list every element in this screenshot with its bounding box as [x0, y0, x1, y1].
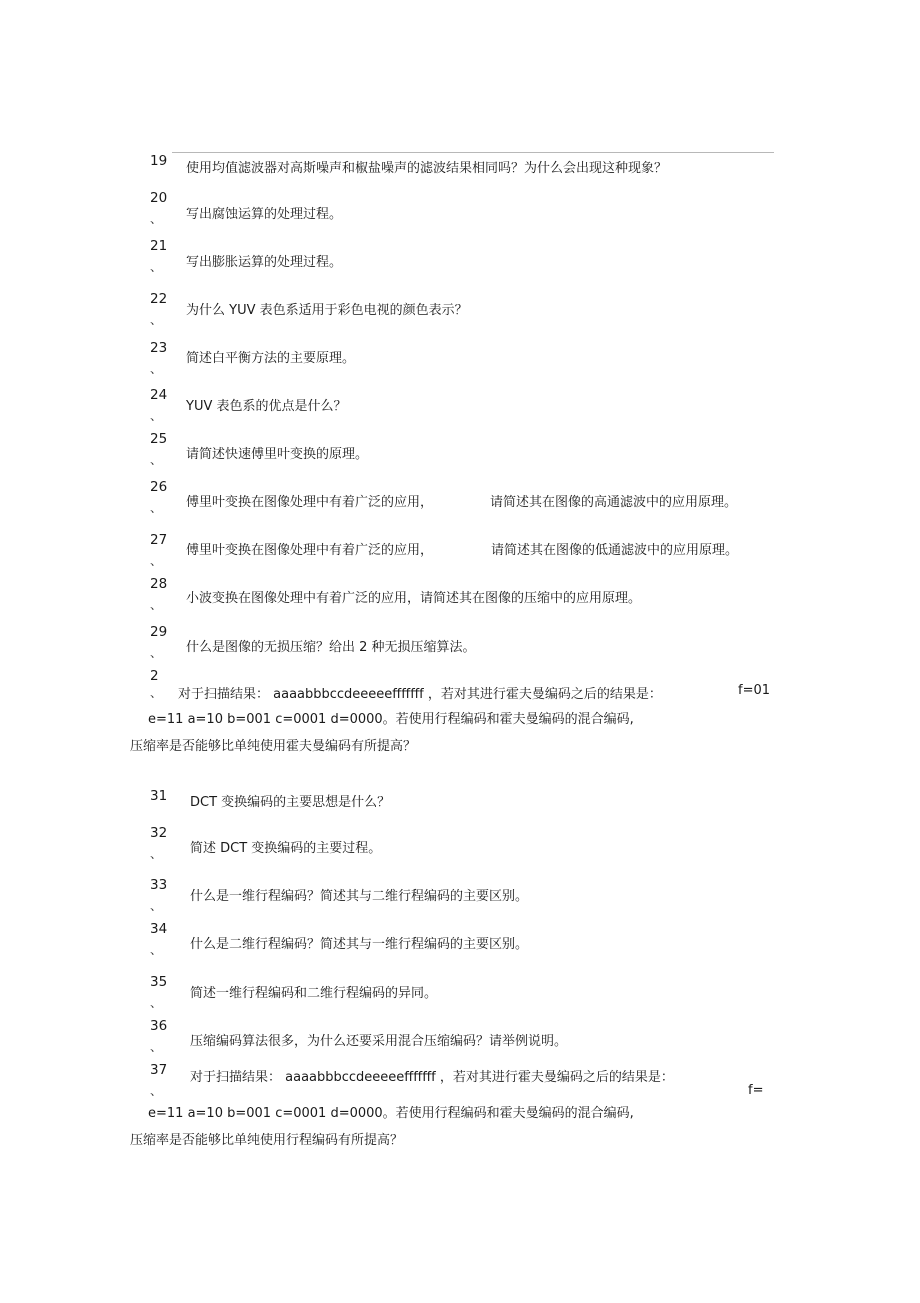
question-text: 压缩编码算法很多，为什么还要采用混合压缩编码？请举例说明。	[190, 1034, 568, 1049]
question-mark: 、	[150, 409, 163, 423]
question-text: 请简述快速傅里叶变换的原理。	[186, 447, 369, 462]
question-text-line2: e=11 a=10 b=001 c=0001 d=0000。若使用行程编码和霍夫曼编码的混合编码,	[148, 1106, 634, 1121]
question-number: 22	[150, 291, 168, 307]
question-text: DCT 变换编码的主要思想是什么？	[190, 795, 391, 810]
question-mark: 、	[150, 501, 163, 515]
question-text: 对于扫描结果： aaaabbbccdeeeeefffffff ，若对其进行霍夫曼编码之后的结果是：	[178, 687, 662, 702]
question-number: 24	[150, 387, 168, 403]
question-mark: 、	[150, 554, 163, 568]
question-mark: 、	[150, 1084, 163, 1098]
question-number: 32	[150, 825, 168, 841]
question-text-continued: 请简述其在图像的高通滤波中的应用原理。	[490, 495, 738, 510]
question-text: 什么是图像的无损压缩？给出 2 种无损压缩算法。	[186, 640, 476, 655]
question-number: 19	[150, 153, 168, 169]
question-mark: 、	[150, 313, 163, 327]
question-number: 2	[150, 668, 159, 684]
question-text: 为什么 YUV 表色系适用于彩色电视的颜色表示？	[186, 303, 468, 318]
question-text-line2: e=11 a=10 b=001 c=0001 d=0000。若使用行程编码和霍夫曼编码的混合编码,	[148, 712, 634, 727]
question-number: 21	[150, 238, 168, 254]
question-text: 简述一维行程编码和二维行程编码的异同。	[190, 986, 438, 1001]
question-mark: 、	[150, 996, 163, 1010]
question-text: 傅里叶变换在图像处理中有着广泛的应用，	[186, 495, 434, 510]
question-number: 27	[150, 532, 168, 548]
question-number: 29	[150, 624, 168, 640]
question-text: 简述白平衡方法的主要原理。	[186, 351, 356, 366]
question-mark: 、	[150, 260, 163, 274]
question-number: 28	[150, 576, 168, 592]
question-text: 对于扫描结果： aaaabbbccdeeeeefffffff ，若对其进行霍夫曼编码之后的结果是：	[190, 1070, 674, 1085]
question-number: 37	[150, 1062, 168, 1078]
question-mark: 、	[150, 899, 163, 913]
question-mark: 、	[150, 1040, 163, 1054]
question-mark: 、	[150, 453, 163, 467]
question-number: 34	[150, 921, 168, 937]
header-rule	[172, 152, 774, 153]
question-number: 23	[150, 340, 168, 356]
question-number: 26	[150, 479, 168, 495]
question-text: 小波变换在图像处理中有着广泛的应用，请简述其在图像的压缩中的应用原理。	[186, 591, 642, 606]
question-mark: 、	[150, 598, 163, 612]
question-text: 写出膨胀运算的处理过程。	[186, 255, 343, 270]
question-mark: 、	[150, 646, 163, 660]
question-text: 傅里叶变换在图像处理中有着广泛的应用，	[186, 543, 434, 558]
question-text-tail: f=01	[738, 683, 771, 698]
question-text: 简述 DCT 变换编码的主要过程。	[190, 841, 382, 856]
question-text: 写出腐蚀运算的处理过程。	[186, 207, 343, 222]
question-text-continued: 请简述其在图像的低通滤波中的应用原理。	[491, 543, 739, 558]
question-number: 31	[150, 788, 168, 804]
question-text: 什么是一维行程编码？简述其与二维行程编码的主要区别。	[190, 889, 529, 904]
question-mark: 、	[150, 362, 163, 376]
question-mark: 、	[150, 686, 163, 700]
question-text-tail: f=	[748, 1083, 764, 1098]
question-mark: 、	[150, 212, 163, 226]
question-number: 35	[150, 974, 168, 990]
question-text: YUV 表色系的优点是什么？	[186, 399, 347, 414]
question-text: 什么是二维行程编码？简述其与一维行程编码的主要区别。	[190, 937, 529, 952]
question-text: 使用均值滤波器对高斯噪声和椒盐噪声的滤波结果相同吗？为什么会出现这种现象？	[186, 161, 668, 176]
question-text-line3: 压缩率是否能够比单纯使用行程编码有所提高？	[130, 1133, 404, 1148]
question-number: 20	[150, 190, 168, 206]
question-mark: 、	[150, 847, 163, 861]
question-number: 25	[150, 431, 168, 447]
question-text-line3: 压缩率是否能够比单纯使用霍夫曼编码有所提高？	[130, 739, 417, 754]
question-mark: 、	[150, 943, 163, 957]
question-number: 36	[150, 1018, 168, 1034]
question-number: 33	[150, 877, 168, 893]
